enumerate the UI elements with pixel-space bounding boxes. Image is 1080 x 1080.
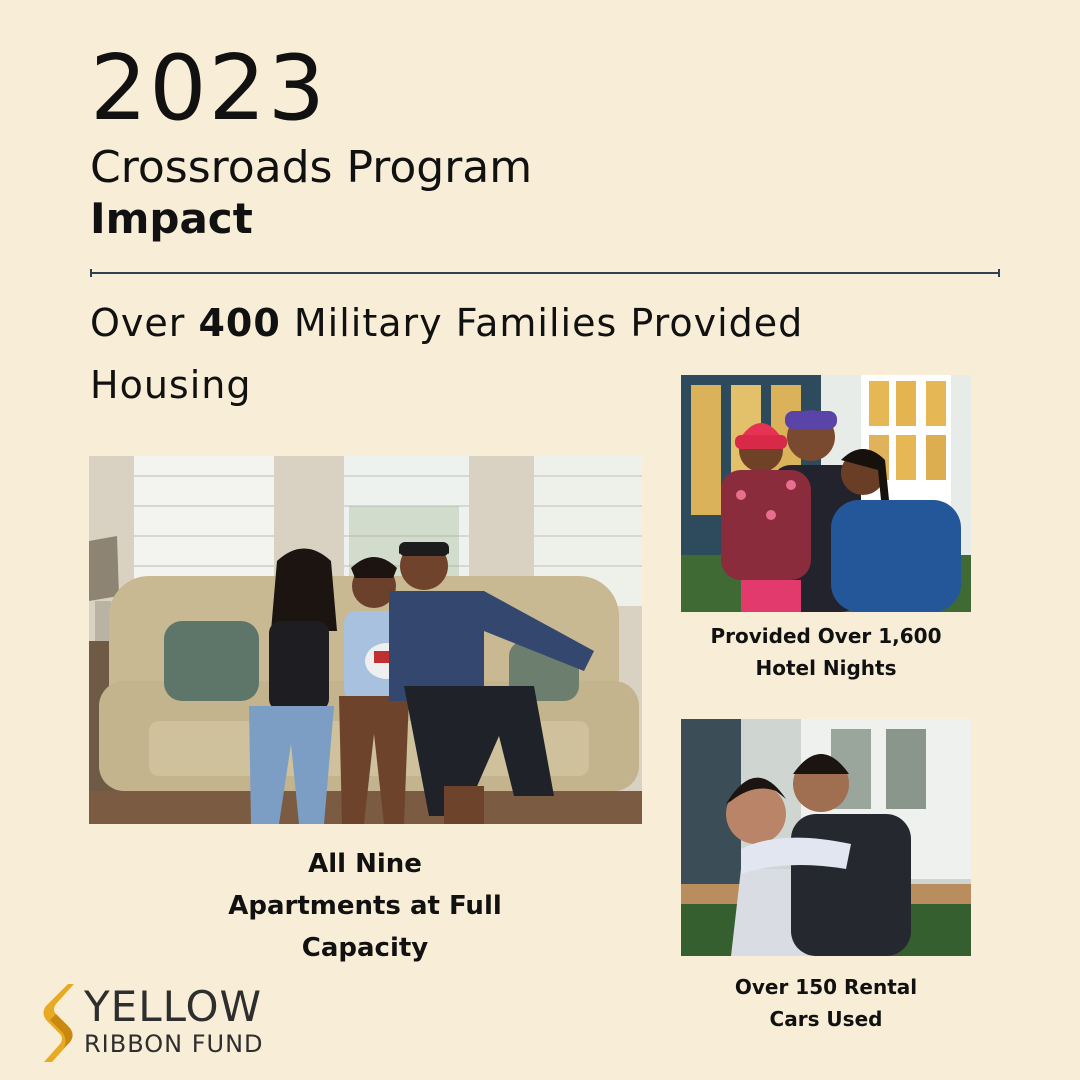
hug-photo bbox=[681, 719, 971, 956]
cars-caption-line2: Cars Used bbox=[769, 1007, 883, 1031]
impact-title: Impact bbox=[90, 194, 253, 243]
headline-prefix: Over bbox=[90, 301, 199, 345]
rental-cars-caption bbox=[681, 971, 971, 1035]
ribbon-icon bbox=[38, 984, 76, 1062]
logo-word-yellow: YELLOW bbox=[84, 982, 263, 1031]
divider-rule bbox=[90, 272, 1000, 274]
apartments-caption-line2: Apartments at Full bbox=[228, 891, 502, 921]
family-on-sofa-photo bbox=[89, 456, 642, 824]
hotel-caption-line1: Provided Over 1,600 bbox=[710, 624, 942, 648]
apartments-caption bbox=[190, 843, 540, 969]
apartments-caption-line1: All Nine bbox=[308, 849, 422, 879]
program-title: Crossroads Program bbox=[90, 142, 533, 193]
headline-number: 400 bbox=[198, 301, 281, 345]
cars-caption-line1: Over 150 Rental bbox=[734, 975, 918, 999]
logo-word-ribbon-fund: RIBBON FUND bbox=[84, 1030, 264, 1058]
year-heading: 2023 bbox=[90, 36, 328, 141]
family-outdoors-photo bbox=[681, 375, 971, 612]
hotel-nights-caption bbox=[681, 620, 971, 684]
hotel-caption-line2: Hotel Nights bbox=[755, 656, 897, 680]
headline-suffix: Military Families Provided Housing bbox=[90, 301, 804, 407]
yellow-ribbon-fund-logo bbox=[38, 984, 298, 1064]
apartments-caption-line3: Capacity bbox=[301, 933, 429, 963]
